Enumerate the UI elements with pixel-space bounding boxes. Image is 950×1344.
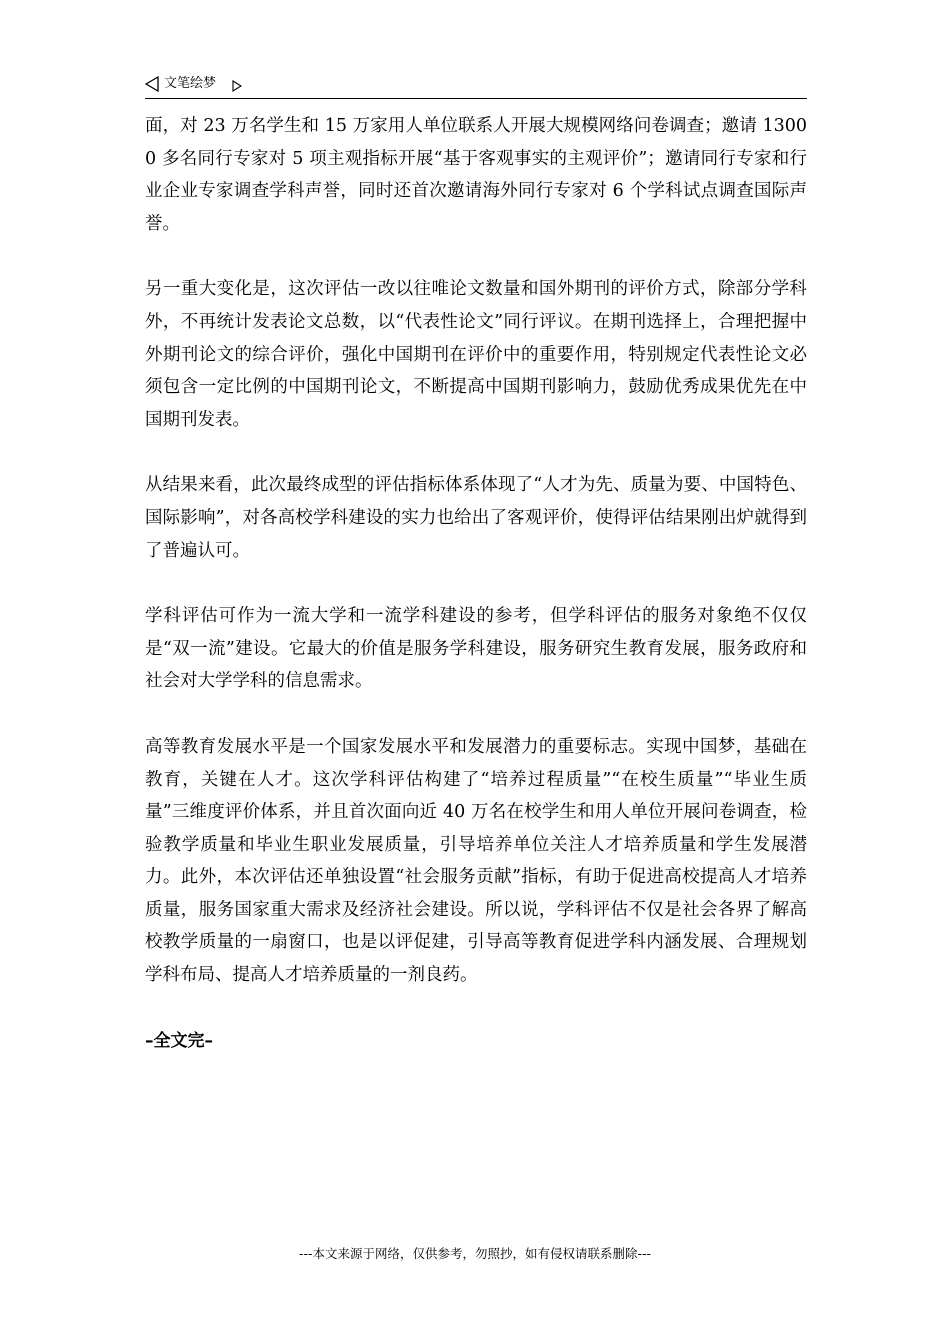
paragraph-5: 高等教育发展水平是一个国家发展水平和发展潜力的重要标志。实现中国梦，基础在教育，关键在人才。这次学科评估构建了“培养过程质量”“在校生质量”“毕业生质量”三维度评价体系，并且首次面向近 40 万名在校学生和用人单位开展问卷调查，检验教学质量和毕业生职业发展质量，引导培养单位关注人才培养质量和学生发展潜力。此外，本次评估还单独设置“社会服务贡献”指标，有助于促进高校提高人才培养质量，服务国家重大需求及经济社会建设。所以说，学科评估不仅是社会各界了解高校教学质量的一扇窗口，也是以评促建，引导高等教育促进学科内涵发展、合理规划学科布局、提高人才培养质量的一剂良药。 xyxy=(145,736,807,986)
article-body xyxy=(145,110,807,1057)
page-footer-disclaimer: ---本文来源于网络，仅供参考，勿照抄，如有侵权请联系删除--- xyxy=(298,1246,652,1261)
paragraph-1: 面，对 23 万名学生和 15 万家用人单位联系人开展大规模网络问卷调查；邀请 13000 多名同行专家对 5 项主观指标开展“基于客观事实的主观评价”；邀请同行专家和行业企业专家调查学科声誉，同时还首次邀请海外同行专家对 6 个学科试点调查国际声誉。 xyxy=(145,116,807,234)
header-title: 文笔绘梦 xyxy=(164,76,217,91)
page-header xyxy=(145,74,807,99)
paragraph-4: 学科评估可作为一流大学和一流学科建设的参考，但学科评估的服务对象绝不仅仅是“双一流”建设。它最大的价值是服务学科建设，服务研究生教育发展，服务政府和社会对大学学科的信息需求。 xyxy=(145,606,807,692)
triangle-right-icon xyxy=(232,77,242,89)
triangle-left-icon xyxy=(145,76,159,92)
paragraph-2: 另一重大变化是，这次评估一改以往唯论文数量和国外期刊的评价方式，除部分学科外，不再统计发表论文总数，以“代表性论文”同行评议。在期刊选择上，合理把握中外期刊论文的综合评价，强化中国期刊在评价中的重要作用，特别规定代表性论文必须包含一定比例的中国期刊论文，不断提高中国期刊影响力，鼓励优秀成果优先在中国期刊发表。 xyxy=(145,279,807,430)
paragraph-3: 从结果来看，此次最终成型的评估指标体系体现了“人才为先、质量为要、中国特色、国际影响”，对各高校学科建设的实力也给出了客观评价，使得评估结果刚出炉就得到了普遍认可。 xyxy=(145,475,807,561)
end-of-article-mark: –全文完– xyxy=(145,1030,213,1051)
